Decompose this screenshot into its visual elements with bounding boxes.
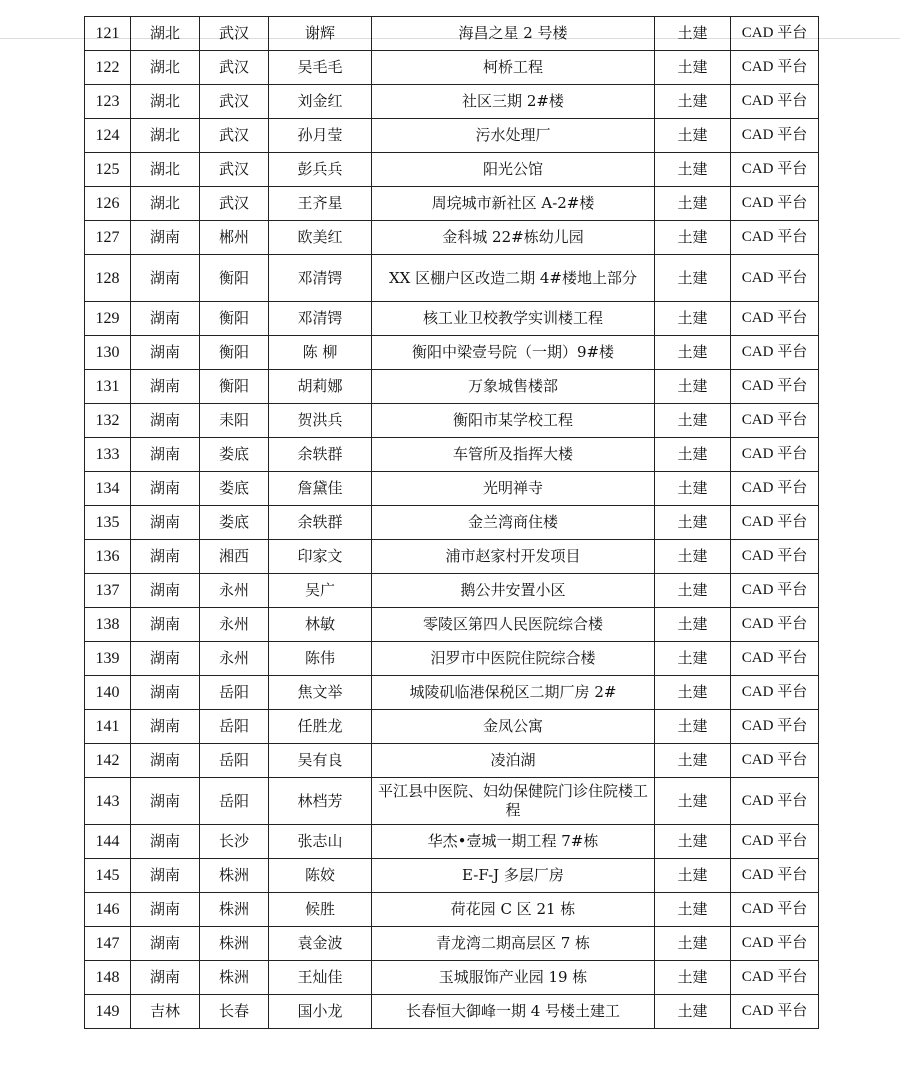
cell-city: 岳阳 xyxy=(200,676,269,710)
cell-person: 印家文 xyxy=(269,540,372,574)
cell-person: 林敏 xyxy=(269,608,372,642)
cell-province: 湖北 xyxy=(131,17,200,51)
cell-discipline: 土建 xyxy=(655,85,731,119)
cell-province: 湖南 xyxy=(131,438,200,472)
cell-platform: CAD 平台 xyxy=(731,642,819,676)
cell-project: XX 区棚户区改造二期 4#楼地上部分 xyxy=(372,255,655,302)
cell-discipline: 土建 xyxy=(655,153,731,187)
cell-province: 湖南 xyxy=(131,893,200,927)
table-row xyxy=(85,961,819,995)
cell-platform: CAD 平台 xyxy=(731,302,819,336)
cell-index: 141 xyxy=(85,710,131,744)
cell-discipline: 土建 xyxy=(655,221,731,255)
cell-index: 127 xyxy=(85,221,131,255)
cell-discipline: 土建 xyxy=(655,961,731,995)
cell-discipline: 土建 xyxy=(655,778,731,825)
cell-index: 126 xyxy=(85,187,131,221)
cell-person: 焦文举 xyxy=(269,676,372,710)
cell-discipline: 土建 xyxy=(655,336,731,370)
cell-city: 娄底 xyxy=(200,506,269,540)
cell-index: 128 xyxy=(85,255,131,302)
cell-platform: CAD 平台 xyxy=(731,336,819,370)
cell-platform: CAD 平台 xyxy=(731,404,819,438)
cell-platform: CAD 平台 xyxy=(731,540,819,574)
cell-person: 余轶群 xyxy=(269,506,372,540)
cell-discipline: 土建 xyxy=(655,676,731,710)
cell-province: 湖南 xyxy=(131,302,200,336)
cell-province: 湖南 xyxy=(131,255,200,302)
table-row xyxy=(85,119,819,153)
cell-project: 零陵区第四人民医院综合楼 xyxy=(372,608,655,642)
cell-province: 湖南 xyxy=(131,221,200,255)
cell-platform: CAD 平台 xyxy=(731,676,819,710)
cell-discipline: 土建 xyxy=(655,472,731,506)
cell-index: 132 xyxy=(85,404,131,438)
cell-city: 娄底 xyxy=(200,472,269,506)
cell-person: 邓清锷 xyxy=(269,302,372,336)
cell-city: 长沙 xyxy=(200,825,269,859)
cell-project: 衡阳中梁壹号院（一期）9#楼 xyxy=(372,336,655,370)
cell-index: 149 xyxy=(85,995,131,1029)
cell-project: 社区三期 2#楼 xyxy=(372,85,655,119)
cell-province: 湖南 xyxy=(131,778,200,825)
cell-platform: CAD 平台 xyxy=(731,472,819,506)
cell-project: 光明禅寺 xyxy=(372,472,655,506)
cell-city: 武汉 xyxy=(200,51,269,85)
cell-province: 湖南 xyxy=(131,472,200,506)
cell-platform: CAD 平台 xyxy=(731,370,819,404)
cell-province: 湖南 xyxy=(131,676,200,710)
cell-project: 万象城售楼部 xyxy=(372,370,655,404)
cell-project: 汨罗市中医院住院综合楼 xyxy=(372,642,655,676)
cell-discipline: 土建 xyxy=(655,744,731,778)
cell-discipline: 土建 xyxy=(655,927,731,961)
cell-index: 138 xyxy=(85,608,131,642)
cell-person: 吴毛毛 xyxy=(269,51,372,85)
cell-discipline: 土建 xyxy=(655,255,731,302)
cell-city: 长春 xyxy=(200,995,269,1029)
table-row xyxy=(85,438,819,472)
cell-city: 耒阳 xyxy=(200,404,269,438)
cell-city: 衡阳 xyxy=(200,370,269,404)
cell-index: 146 xyxy=(85,893,131,927)
cell-platform: CAD 平台 xyxy=(731,187,819,221)
table-row xyxy=(85,153,819,187)
cell-province: 湖南 xyxy=(131,710,200,744)
cell-person: 国小龙 xyxy=(269,995,372,1029)
cell-city: 武汉 xyxy=(200,187,269,221)
cell-index: 137 xyxy=(85,574,131,608)
cell-city: 湘西 xyxy=(200,540,269,574)
cell-city: 株洲 xyxy=(200,893,269,927)
cell-city: 武汉 xyxy=(200,153,269,187)
cell-platform: CAD 平台 xyxy=(731,744,819,778)
cell-index: 121 xyxy=(85,17,131,51)
cell-city: 岳阳 xyxy=(200,744,269,778)
table-row xyxy=(85,574,819,608)
cell-index: 142 xyxy=(85,744,131,778)
cell-person: 陈 柳 xyxy=(269,336,372,370)
table-row xyxy=(85,17,819,51)
cell-platform: CAD 平台 xyxy=(731,119,819,153)
cell-person: 张志山 xyxy=(269,825,372,859)
cell-index: 148 xyxy=(85,961,131,995)
table-row xyxy=(85,642,819,676)
cell-platform: CAD 平台 xyxy=(731,961,819,995)
cell-index: 147 xyxy=(85,927,131,961)
cell-platform: CAD 平台 xyxy=(731,710,819,744)
cell-province: 湖南 xyxy=(131,574,200,608)
cell-person: 孙月莹 xyxy=(269,119,372,153)
table-row xyxy=(85,608,819,642)
table-row xyxy=(85,744,819,778)
cell-person: 邓清锷 xyxy=(269,255,372,302)
cell-platform: CAD 平台 xyxy=(731,893,819,927)
cell-person: 詹黛佳 xyxy=(269,472,372,506)
cell-index: 133 xyxy=(85,438,131,472)
cell-project: 柯桥工程 xyxy=(372,51,655,85)
cell-city: 衡阳 xyxy=(200,336,269,370)
cell-province: 吉林 xyxy=(131,995,200,1029)
cell-index: 123 xyxy=(85,85,131,119)
cell-province: 湖北 xyxy=(131,153,200,187)
cell-discipline: 土建 xyxy=(655,302,731,336)
cell-discipline: 土建 xyxy=(655,995,731,1029)
cell-project: 污水处理厂 xyxy=(372,119,655,153)
cell-person: 王齐星 xyxy=(269,187,372,221)
cell-project: 凌泊湖 xyxy=(372,744,655,778)
cell-person: 吴有良 xyxy=(269,744,372,778)
cell-discipline: 土建 xyxy=(655,51,731,85)
cell-index: 139 xyxy=(85,642,131,676)
cell-project: 车管所及指挥大楼 xyxy=(372,438,655,472)
cell-discipline: 土建 xyxy=(655,506,731,540)
table-row xyxy=(85,221,819,255)
cell-discipline: 土建 xyxy=(655,404,731,438)
cell-platform: CAD 平台 xyxy=(731,255,819,302)
cell-city: 武汉 xyxy=(200,85,269,119)
cell-province: 湖南 xyxy=(131,961,200,995)
cell-city: 永州 xyxy=(200,642,269,676)
table-row xyxy=(85,370,819,404)
cell-project: 鹅公井安置小区 xyxy=(372,574,655,608)
cell-city: 衡阳 xyxy=(200,255,269,302)
cell-city: 株洲 xyxy=(200,927,269,961)
cell-discipline: 土建 xyxy=(655,438,731,472)
cell-person: 任胜龙 xyxy=(269,710,372,744)
cell-platform: CAD 平台 xyxy=(731,17,819,51)
cell-person: 陈伟 xyxy=(269,642,372,676)
table-row xyxy=(85,710,819,744)
cell-project: 荷花园 C 区 21 栋 xyxy=(372,893,655,927)
cell-discipline: 土建 xyxy=(655,710,731,744)
cell-platform: CAD 平台 xyxy=(731,859,819,893)
cell-person: 余轶群 xyxy=(269,438,372,472)
cell-project: 金兰湾商住楼 xyxy=(372,506,655,540)
cell-platform: CAD 平台 xyxy=(731,825,819,859)
cell-person: 贺洪兵 xyxy=(269,404,372,438)
cell-city: 衡阳 xyxy=(200,302,269,336)
cell-city: 永州 xyxy=(200,608,269,642)
cell-province: 湖南 xyxy=(131,642,200,676)
cell-province: 湖南 xyxy=(131,506,200,540)
cell-discipline: 土建 xyxy=(655,370,731,404)
cell-province: 湖北 xyxy=(131,187,200,221)
cell-province: 湖南 xyxy=(131,927,200,961)
cell-index: 135 xyxy=(85,506,131,540)
project-table xyxy=(84,16,819,1029)
cell-person: 袁金波 xyxy=(269,927,372,961)
cell-person: 候胜 xyxy=(269,893,372,927)
cell-platform: CAD 平台 xyxy=(731,51,819,85)
cell-index: 125 xyxy=(85,153,131,187)
cell-province: 湖北 xyxy=(131,85,200,119)
table-row xyxy=(85,540,819,574)
cell-index: 145 xyxy=(85,859,131,893)
cell-index: 143 xyxy=(85,778,131,825)
cell-project: 核工业卫校教学实训楼工程 xyxy=(372,302,655,336)
cell-city: 岳阳 xyxy=(200,710,269,744)
cell-discipline: 土建 xyxy=(655,574,731,608)
cell-project: 华杰•壹城一期工程 7#栋 xyxy=(372,825,655,859)
cell-province: 湖南 xyxy=(131,336,200,370)
cell-discipline: 土建 xyxy=(655,608,731,642)
cell-person: 胡莉娜 xyxy=(269,370,372,404)
table-row xyxy=(85,506,819,540)
cell-platform: CAD 平台 xyxy=(731,778,819,825)
cell-platform: CAD 平台 xyxy=(731,85,819,119)
cell-index: 130 xyxy=(85,336,131,370)
table-row xyxy=(85,336,819,370)
table-row xyxy=(85,859,819,893)
cell-city: 永州 xyxy=(200,574,269,608)
cell-platform: CAD 平台 xyxy=(731,506,819,540)
cell-province: 湖南 xyxy=(131,608,200,642)
cell-city: 郴州 xyxy=(200,221,269,255)
cell-index: 144 xyxy=(85,825,131,859)
cell-person: 王灿佳 xyxy=(269,961,372,995)
cell-province: 湖南 xyxy=(131,744,200,778)
table-row xyxy=(85,255,819,302)
cell-discipline: 土建 xyxy=(655,17,731,51)
table-row xyxy=(85,995,819,1029)
cell-project: 浦市赵家村开发项目 xyxy=(372,540,655,574)
table-row xyxy=(85,676,819,710)
cell-person: 吴广 xyxy=(269,574,372,608)
cell-discipline: 土建 xyxy=(655,859,731,893)
table-row xyxy=(85,778,819,825)
cell-platform: CAD 平台 xyxy=(731,221,819,255)
cell-city: 株洲 xyxy=(200,961,269,995)
table-row xyxy=(85,85,819,119)
cell-project: 玉城服饰产业园 19 栋 xyxy=(372,961,655,995)
cell-city: 娄底 xyxy=(200,438,269,472)
cell-province: 湖北 xyxy=(131,119,200,153)
table-row xyxy=(85,404,819,438)
cell-project: 海昌之星 2 号楼 xyxy=(372,17,655,51)
cell-index: 124 xyxy=(85,119,131,153)
cell-project: 平江县中医院、妇幼保健院门诊住院楼工程 xyxy=(372,778,655,825)
table-row xyxy=(85,893,819,927)
cell-index: 131 xyxy=(85,370,131,404)
cell-province: 湖南 xyxy=(131,825,200,859)
cell-project: 长春恒大御峰一期 4 号楼土建工 xyxy=(372,995,655,1029)
cell-province: 湖南 xyxy=(131,404,200,438)
table-row xyxy=(85,302,819,336)
cell-person: 刘金红 xyxy=(269,85,372,119)
cell-platform: CAD 平台 xyxy=(731,574,819,608)
cell-province: 湖南 xyxy=(131,540,200,574)
cell-project: 金科城 22#栋幼儿园 xyxy=(372,221,655,255)
table-row xyxy=(85,187,819,221)
cell-project: 城陵矶临港保税区二期厂房 2# xyxy=(372,676,655,710)
cell-province: 湖北 xyxy=(131,51,200,85)
cell-platform: CAD 平台 xyxy=(731,927,819,961)
cell-discipline: 土建 xyxy=(655,119,731,153)
cell-project: E-F-J 多层厂房 xyxy=(372,859,655,893)
cell-city: 株洲 xyxy=(200,859,269,893)
cell-platform: CAD 平台 xyxy=(731,438,819,472)
table-row xyxy=(85,927,819,961)
table-row xyxy=(85,825,819,859)
cell-project: 阳光公馆 xyxy=(372,153,655,187)
cell-discipline: 土建 xyxy=(655,893,731,927)
cell-person: 谢辉 xyxy=(269,17,372,51)
cell-city: 武汉 xyxy=(200,119,269,153)
cell-discipline: 土建 xyxy=(655,825,731,859)
cell-person: 陈姣 xyxy=(269,859,372,893)
cell-discipline: 土建 xyxy=(655,187,731,221)
cell-project: 金凤公寓 xyxy=(372,710,655,744)
cell-project: 青龙湾二期高层区 7 栋 xyxy=(372,927,655,961)
cell-province: 湖南 xyxy=(131,370,200,404)
cell-index: 140 xyxy=(85,676,131,710)
cell-project: 衡阳市某学校工程 xyxy=(372,404,655,438)
cell-index: 122 xyxy=(85,51,131,85)
cell-city: 武汉 xyxy=(200,17,269,51)
cell-person: 林档芳 xyxy=(269,778,372,825)
cell-platform: CAD 平台 xyxy=(731,153,819,187)
cell-province: 湖南 xyxy=(131,859,200,893)
cell-city: 岳阳 xyxy=(200,778,269,825)
table-body xyxy=(85,17,819,1029)
cell-platform: CAD 平台 xyxy=(731,995,819,1029)
cell-discipline: 土建 xyxy=(655,642,731,676)
cell-platform: CAD 平台 xyxy=(731,608,819,642)
cell-discipline: 土建 xyxy=(655,540,731,574)
cell-person: 欧美红 xyxy=(269,221,372,255)
cell-index: 134 xyxy=(85,472,131,506)
table-row xyxy=(85,51,819,85)
cell-person: 彭兵兵 xyxy=(269,153,372,187)
cell-index: 129 xyxy=(85,302,131,336)
table-row xyxy=(85,472,819,506)
cell-project: 周垸城市新社区 A-2#楼 xyxy=(372,187,655,221)
cell-index: 136 xyxy=(85,540,131,574)
